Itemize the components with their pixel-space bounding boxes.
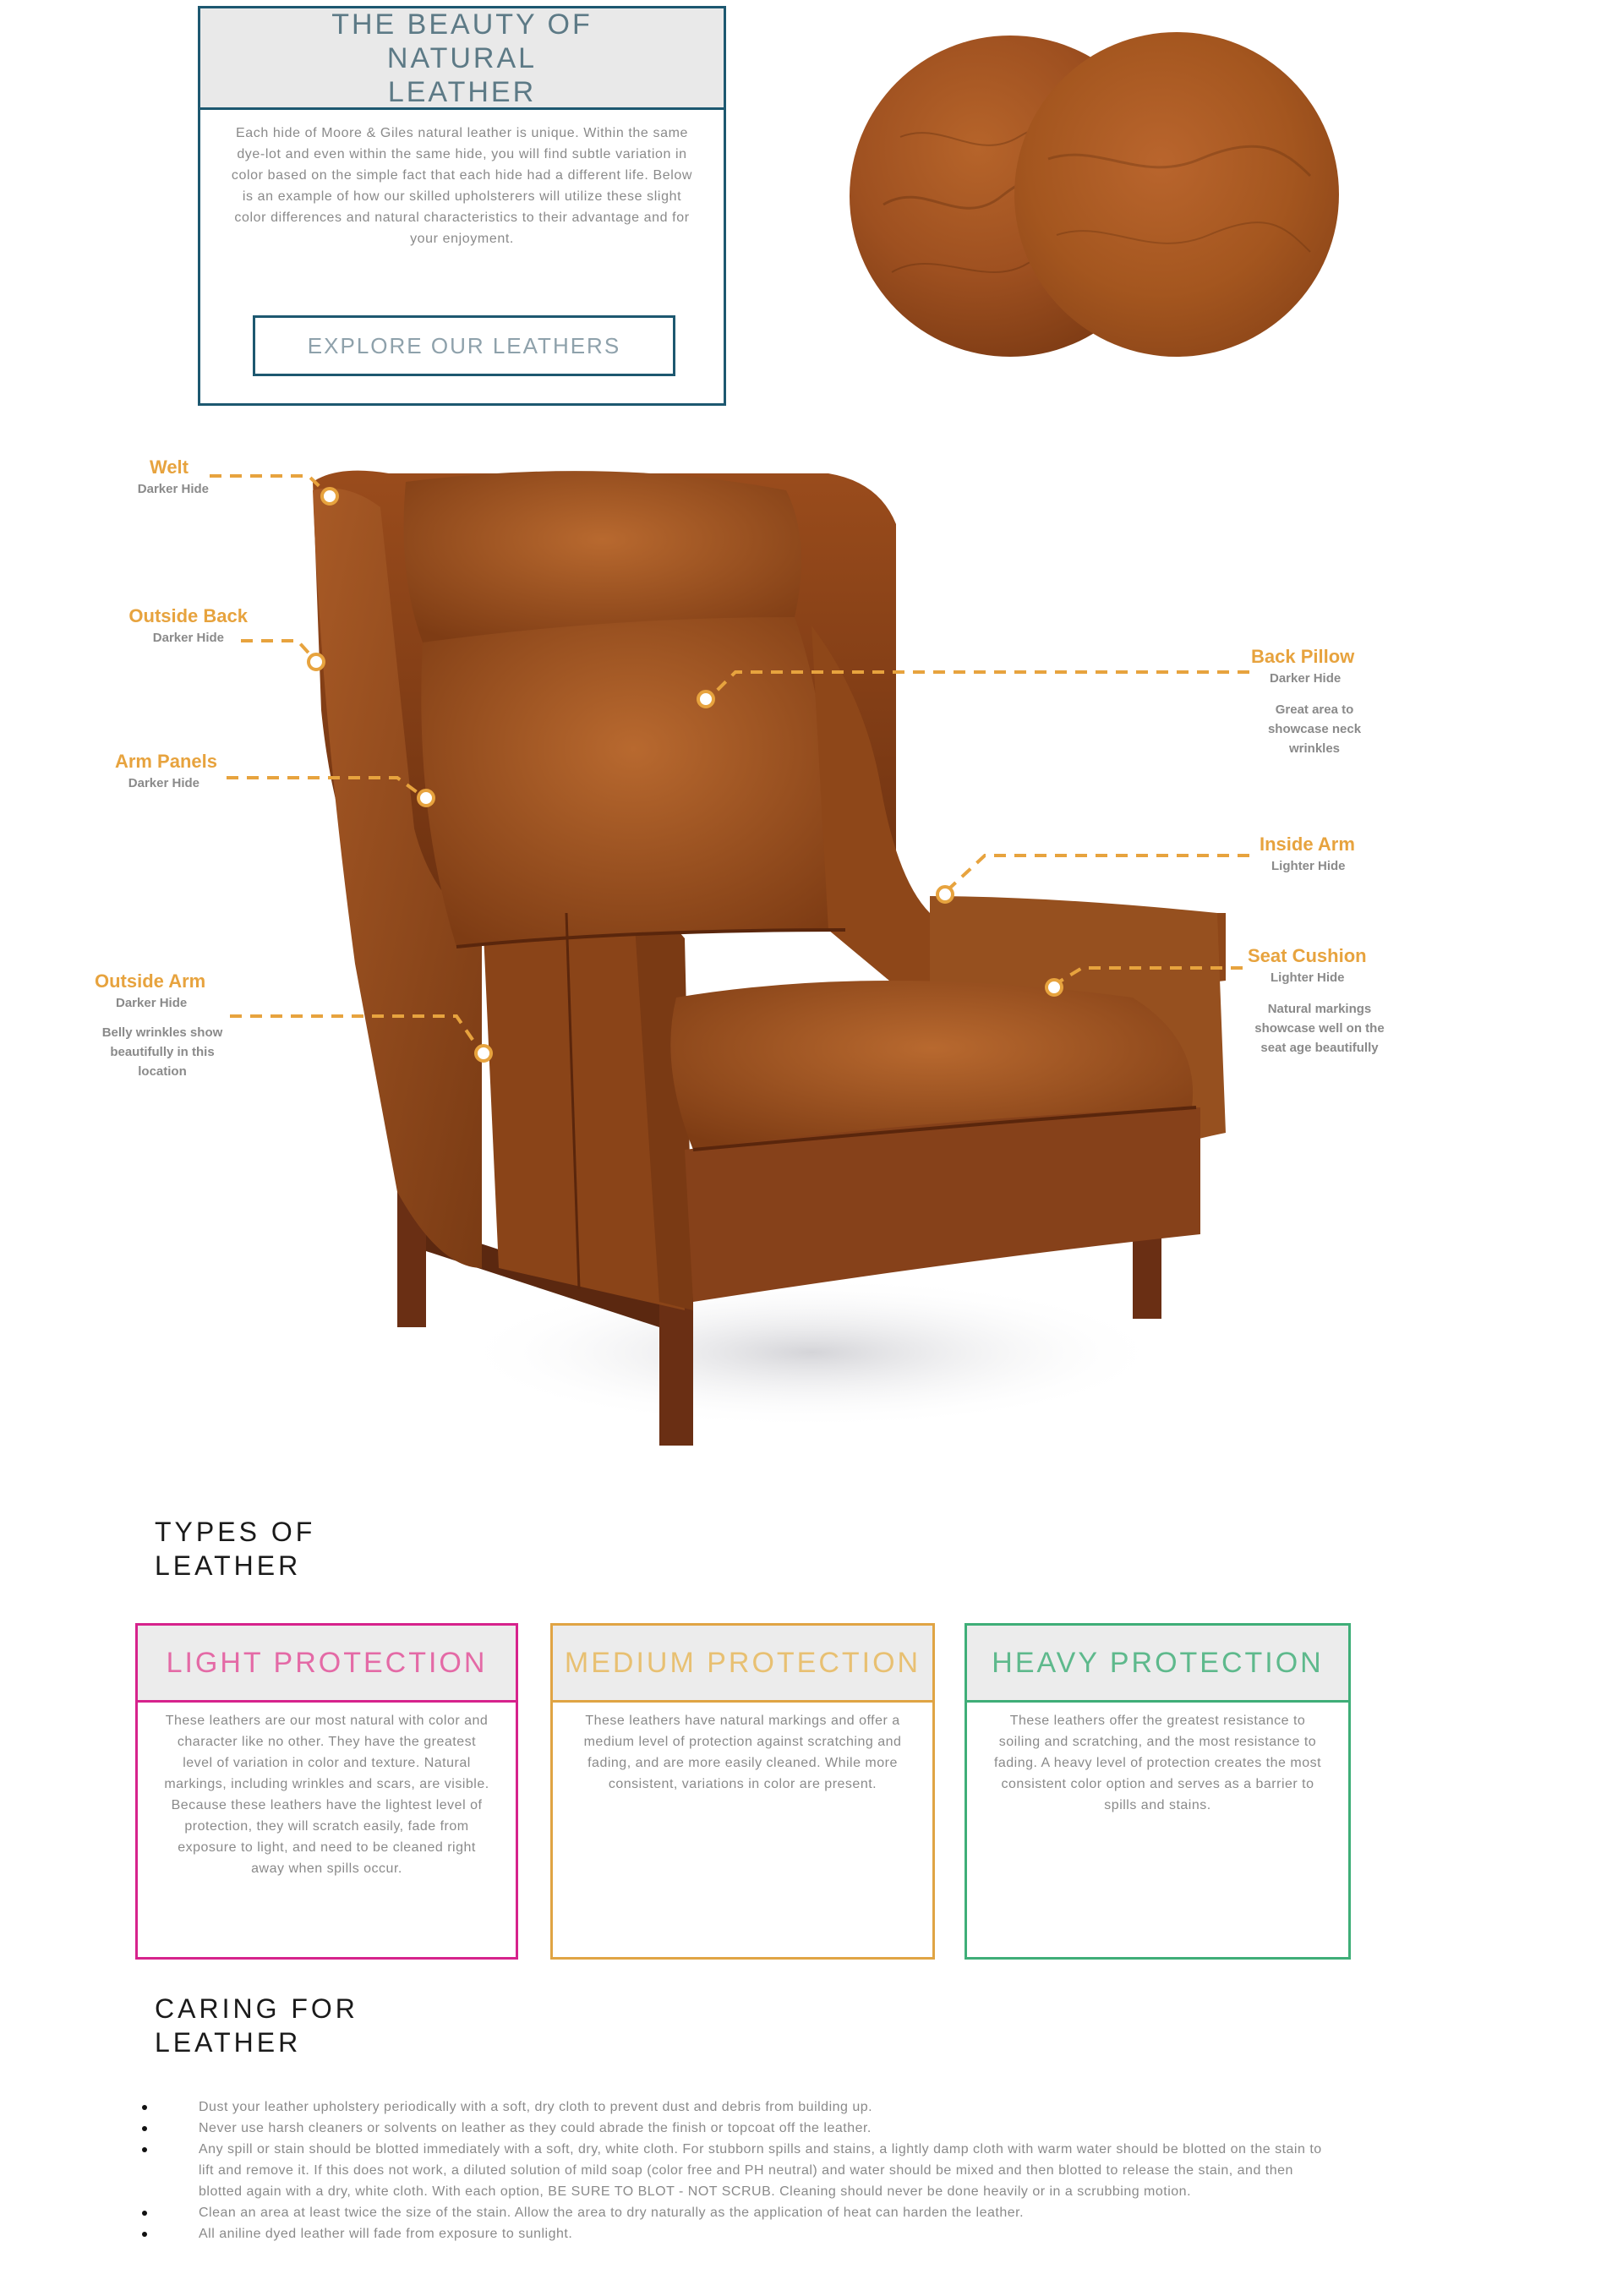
- list-item: [135, 2139, 1336, 2202]
- callout-seat-cushion-note: Natural markings showcase well on the seat age beautifully: [1254, 1002, 1385, 1055]
- leather-chair-image: [287, 456, 1226, 1488]
- bullet-icon: [142, 2105, 147, 2110]
- types-section-title: TYPES OF LEATHER: [155, 1517, 316, 1581]
- medium-protection-card: [550, 1623, 935, 1960]
- callout-outside-arm-note: Belly wrinkles show beautifully in this location: [101, 1025, 223, 1079]
- callout-welt-title: Welt: [149, 456, 189, 478]
- care-item-text: Clean an area at least twice the size of the stain. Allow the area to dry naturally as the application of heat can harden the leather.: [199, 2206, 1025, 2220]
- callout-outside-arm-title: Outside Arm: [95, 970, 206, 992]
- bullet-icon: [142, 2211, 147, 2216]
- callout-outside-back-title: Outside Back: [128, 605, 248, 626]
- list-item: [135, 2223, 1336, 2244]
- care-item-text: Never use harsh cleaners or solvents on leather as they could abrade the finish or topcoat off the leather.: [199, 2121, 872, 2135]
- list-item: [135, 2118, 1336, 2139]
- heavy-protection-description: These leathers offer the greatest resistance to soiling and scratching, and the most resistance to fading. A heavy level of protection creates the most consistent color option and serves as a barrier to spills and stains.: [993, 1714, 1322, 1812]
- callout-back-pillow-sub: Darker Hide: [1270, 671, 1342, 686]
- light-protection-card: [135, 1623, 518, 1960]
- light-protection-description: These leathers are our most natural with color and character like no other. They have the greatest level of variation in color and texture. Natural markings, including wrinkles and scars, are visible. Because these leathers have the lightest level of protection, they will scratch easily, fade from exposure to light, and need to be cleaned right away when spills occur.: [164, 1714, 489, 1876]
- care-item-text: All aniline dyed leather will fade from exposure to sunlight.: [199, 2227, 573, 2241]
- light-protection-title: LIGHT PROTECTION: [138, 1626, 516, 1703]
- list-item: [135, 2202, 1336, 2223]
- callout-seat-cushion-title: Seat Cushion: [1248, 945, 1367, 966]
- bullet-icon: [142, 2126, 147, 2131]
- intro-box: [198, 6, 726, 406]
- callout-arm-panels-title: Arm Panels: [114, 751, 217, 772]
- callout-seat-cushion-sub: Lighter Hide: [1271, 970, 1345, 985]
- bullet-icon: [142, 2147, 147, 2152]
- callout-arm-panels-sub: Darker Hide: [128, 776, 199, 790]
- care-instructions-list: [135, 2096, 1336, 2244]
- callout-back-pillow-note: Great area to showcase neck wrinkles: [1267, 702, 1362, 756]
- callout-outside-arm-sub: Darker Hide: [116, 996, 188, 1010]
- bullet-icon: [142, 2232, 147, 2237]
- care-item-text: Dust your leather upholstery periodically with a soft, dry cloth to prevent dust and debris from building up.: [199, 2100, 873, 2114]
- intro-title: THE BEAUTY OF NATURAL LEATHER: [331, 8, 593, 108]
- callout-back-pillow-title: Back Pillow: [1251, 646, 1355, 667]
- leather-swatch-image: [1014, 32, 1339, 357]
- list-item: [135, 2096, 1336, 2118]
- callout-outside-back-sub: Darker Hide: [152, 631, 224, 645]
- caring-section-title: CARING FOR LEATHER: [155, 1993, 358, 2058]
- medium-protection-description: These leathers have natural markings and offer a medium level of protection against scratching and fading, and are more easily cleaned. While more consistent, variations in color are present.: [583, 1714, 902, 1791]
- care-item-text: Any spill or stain should be blotted immediately with a soft, dry, white cloth. For stubborn spills and stains, a lightly damp cloth with warm water should be blotted on the stain to lift and remove it. If this does not work, a diluted solution of mild soap (color free and PH neutral) and water should be mixed and then blotted to release the stain, and then blotted again with a dry, white cloth. With each option, BE SURE TO BLOT - NOT SCRUB. Cleaning should never be done heavily or in a scrubbing motion.: [199, 2142, 1322, 2199]
- medium-protection-title: MEDIUM PROTECTION: [553, 1626, 932, 1703]
- callout-inside-arm-title: Inside Arm: [1260, 834, 1355, 855]
- heavy-protection-title: HEAVY PROTECTION: [967, 1626, 1348, 1703]
- intro-description: Each hide of Moore & Giles natural leather is unique. Within the same dye-lot and even within the same hide, you will find subtle variation in color based on the simple fact that each hide had a different life. Below is an example of how our skilled upholsterers will utilize these slight color differences and natural characteristics to their advantage and for your enjoyment.: [231, 126, 693, 246]
- explore-leathers-button[interactable]: EXPLORE OUR LEATHERS: [253, 315, 675, 376]
- heavy-protection-card: [965, 1623, 1351, 1960]
- callout-inside-arm-sub: Lighter Hide: [1271, 859, 1346, 873]
- callout-welt-sub: Darker Hide: [137, 482, 209, 496]
- intro-header: [200, 8, 724, 110]
